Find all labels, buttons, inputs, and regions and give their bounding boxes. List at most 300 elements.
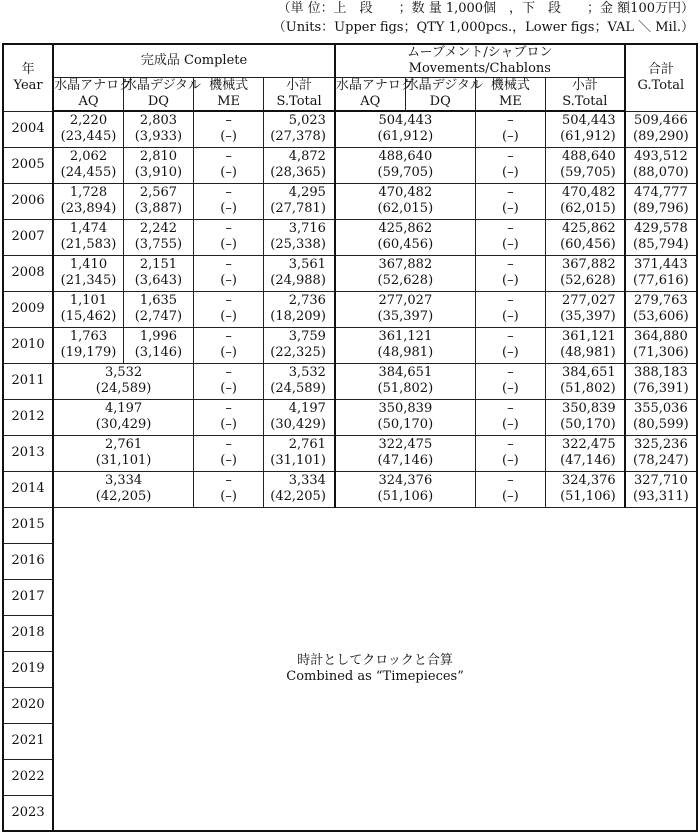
movements-subtotal-header: 小計 S.Total xyxy=(545,78,624,112)
quantity-value: 3,334 xyxy=(288,473,326,488)
complete-me-cell xyxy=(194,327,264,363)
complete-me-cell xyxy=(194,255,264,291)
value-amount: (–) xyxy=(502,273,519,288)
movements-me-cell xyxy=(475,111,545,147)
value-amount: (85,794) xyxy=(633,237,689,252)
year-cell: 2005 xyxy=(3,147,53,183)
table-row xyxy=(3,507,697,543)
grand-total-cell xyxy=(625,255,697,291)
header-row-2 xyxy=(3,78,697,112)
quantity-value: 470,482 xyxy=(378,185,433,200)
complete-me-cell xyxy=(194,399,264,435)
value-amount: (48,981) xyxy=(560,345,616,360)
value-amount: (–) xyxy=(502,453,519,468)
complete-dq-cell xyxy=(123,183,193,219)
quantity-value: – xyxy=(507,401,514,416)
table-row xyxy=(3,363,697,399)
quantity-value: 3,334 xyxy=(104,473,143,488)
quantity-value: 425,862 xyxy=(561,221,616,236)
table-row xyxy=(3,435,697,471)
quantity-value: – xyxy=(225,401,232,416)
value-amount: (3,910) xyxy=(134,165,183,180)
value-amount: (–) xyxy=(502,129,519,145)
quantity-value: 361,121 xyxy=(378,329,433,344)
quantity-value: 2,810 xyxy=(139,149,178,164)
year-cell: 2019 xyxy=(3,651,53,687)
value-amount: (71,306) xyxy=(633,345,689,360)
complete-me-cell xyxy=(194,219,264,255)
grand-total-header: 合計 G.Total xyxy=(625,44,697,111)
value-amount: (61,912) xyxy=(377,129,434,145)
value-amount: (23,894) xyxy=(60,201,117,216)
quantity-value: – xyxy=(225,473,232,488)
value-amount: (51,106) xyxy=(560,489,616,504)
value-amount: (27,781) xyxy=(270,201,326,216)
quantity-value: 509,466 xyxy=(633,113,688,128)
value-amount: (51,802) xyxy=(377,381,434,396)
value-amount: (3,146) xyxy=(134,345,183,360)
value-amount: (59,705) xyxy=(560,165,616,180)
value-amount: (–) xyxy=(220,345,237,360)
complete-aq-cell xyxy=(53,327,123,363)
table-row xyxy=(3,327,697,363)
movements-aq-dq-cell xyxy=(335,219,475,255)
quantity-value: – xyxy=(507,149,514,164)
grand-total-cell xyxy=(625,363,697,399)
value-amount: (48,981) xyxy=(377,345,434,360)
movements-me-cell xyxy=(475,363,545,399)
value-amount: (51,106) xyxy=(377,489,434,504)
quantity-value: – xyxy=(507,113,514,129)
year-cell: 2009 xyxy=(3,291,53,327)
year-cell: 2015 xyxy=(3,507,53,543)
movements-subtotal-cell xyxy=(545,147,624,183)
quantity-value: 3,532 xyxy=(288,365,326,380)
table-row xyxy=(3,291,697,327)
value-amount: (31,101) xyxy=(270,453,326,468)
quantity-value: 322,475 xyxy=(378,437,433,452)
movements-subtotal-cell xyxy=(545,183,624,219)
note-english: Combined as “Timepieces” xyxy=(286,668,464,684)
year-cell: 2023 xyxy=(3,795,53,831)
quantity-value: 364,880 xyxy=(633,329,688,344)
quantity-value: 384,651 xyxy=(378,365,433,380)
complete-aq-cell xyxy=(53,183,123,219)
quantity-value: 361,121 xyxy=(561,329,616,344)
year-cell: 2016 xyxy=(3,543,53,579)
quantity-value: – xyxy=(225,365,232,380)
quantity-value: 4,872 xyxy=(288,149,326,164)
quantity-value: 325,236 xyxy=(633,437,688,452)
value-amount: (62,015) xyxy=(377,201,434,216)
movements-dq-header: 水晶デジタル DQ xyxy=(405,78,483,109)
quantity-value: 504,443 xyxy=(561,113,616,129)
value-amount: (47,146) xyxy=(377,453,434,468)
quantity-value: 488,640 xyxy=(561,149,616,164)
complete-me-cell xyxy=(194,471,264,507)
year-cell: 2020 xyxy=(3,687,53,723)
complete-me-cell xyxy=(194,183,264,219)
complete-subtotal-cell xyxy=(264,147,335,183)
quantity-value: 493,512 xyxy=(633,149,688,164)
quantity-value: 4,197 xyxy=(288,401,326,416)
quantity-value: – xyxy=(507,221,514,236)
year-cell: 2011 xyxy=(3,363,53,399)
quantity-value: 5,023 xyxy=(288,113,326,129)
movements-aq-dq-cell xyxy=(335,399,475,435)
movements-me-cell xyxy=(475,471,545,507)
table-row xyxy=(3,255,697,291)
value-amount: (–) xyxy=(502,165,519,180)
units-note-english: （Units：Upper figs；QTY 1,000pcs.，Lower figs；VAL ＼ Mil.） xyxy=(272,20,694,35)
combined-timepieces-note xyxy=(53,507,697,831)
movements-subtotal-cell xyxy=(545,219,624,255)
value-amount: (51,802) xyxy=(560,381,616,396)
value-amount: (27,378) xyxy=(270,129,326,145)
quantity-value: 1,474 xyxy=(69,221,108,236)
value-amount: (89,290) xyxy=(633,129,689,144)
movements-aq-dq-cell xyxy=(335,471,475,507)
value-amount: (28,365) xyxy=(270,165,326,180)
complete-dq-cell xyxy=(123,255,193,291)
complete-aq-dq-cell xyxy=(53,435,193,471)
quantity-value: 388,183 xyxy=(633,365,688,380)
complete-me-cell xyxy=(194,147,264,183)
value-amount: (24,589) xyxy=(270,381,326,396)
complete-subtotal-cell xyxy=(264,291,335,327)
year-cell: 2013 xyxy=(3,435,53,471)
value-amount: (61,912) xyxy=(560,129,616,145)
complete-dq-cell xyxy=(123,327,193,363)
quantity-value: 324,376 xyxy=(378,473,433,488)
quantity-value: 3,532 xyxy=(104,365,143,380)
complete-me-cell xyxy=(194,291,264,327)
value-amount: (3,755) xyxy=(134,237,183,252)
quantity-value: 4,295 xyxy=(288,185,326,200)
grand-total-cell xyxy=(625,219,697,255)
units-note-japanese: （単 位：上 段 ；数 量 1,000個 ，下 段 ；金 額100万円） xyxy=(277,1,694,16)
movements-aq-header: 水晶アナログ AQ xyxy=(335,78,414,109)
grand-total-cell xyxy=(625,327,697,363)
movements-aq-dq-cell xyxy=(335,255,475,291)
value-amount: (–) xyxy=(220,381,237,396)
movements-aq-dq-cell xyxy=(335,435,475,471)
quantity-value: – xyxy=(507,293,514,308)
table-row xyxy=(3,183,697,219)
grand-total-cell xyxy=(625,147,697,183)
value-amount: (50,170) xyxy=(377,417,434,432)
note-japanese: 時計としてクロックと合算 xyxy=(297,652,453,668)
quantity-value: 324,376 xyxy=(561,473,616,488)
quantity-value: 3,561 xyxy=(288,257,326,272)
value-amount: (–) xyxy=(220,453,237,468)
value-amount: (15,462) xyxy=(60,309,117,324)
value-amount: (–) xyxy=(220,309,237,324)
quantity-value: – xyxy=(225,329,232,344)
movements-subtotal-cell xyxy=(545,363,624,399)
complete-aq-dq-cell xyxy=(53,471,193,507)
year-cell: 2012 xyxy=(3,399,53,435)
quantity-value: 350,839 xyxy=(561,401,616,416)
value-amount: (52,628) xyxy=(560,273,616,288)
movements-me-cell xyxy=(475,183,545,219)
value-amount: (21,345) xyxy=(60,273,117,288)
grand-total-cell xyxy=(625,399,697,435)
quantity-value: – xyxy=(225,437,232,452)
quantity-value: – xyxy=(225,113,232,129)
movements-aq-dq-cell xyxy=(335,183,475,219)
complete-me-cell xyxy=(194,363,264,399)
grand-total-cell xyxy=(625,111,697,147)
value-amount: (–) xyxy=(220,129,237,145)
value-amount: (88,070) xyxy=(633,165,689,180)
value-amount: (30,429) xyxy=(95,417,152,432)
year-cell: 2022 xyxy=(3,759,53,795)
quantity-value: 371,443 xyxy=(633,257,688,272)
complete-aq-cell xyxy=(53,291,123,327)
quantity-value: 279,763 xyxy=(633,293,688,308)
header-row-1 xyxy=(3,44,697,78)
year-header: 年 Year xyxy=(3,44,53,111)
year-cell: 2008 xyxy=(3,255,53,291)
quantity-value: 2,242 xyxy=(139,221,178,236)
complete-subtotal-cell xyxy=(264,327,335,363)
value-amount: (–) xyxy=(502,345,519,360)
value-amount: (–) xyxy=(220,201,237,216)
complete-subtotal-cell xyxy=(264,363,335,399)
value-amount: (–) xyxy=(502,309,519,324)
value-amount: (53,606) xyxy=(633,309,689,324)
complete-dq-cell xyxy=(123,219,193,255)
quantity-value: 1,728 xyxy=(69,185,108,200)
value-amount: (18,209) xyxy=(270,309,326,324)
complete-me-header: 機械式 ME xyxy=(194,78,264,112)
year-cell: 2004 xyxy=(3,111,53,147)
movements-aq-dq-cell xyxy=(335,147,475,183)
value-amount: (31,101) xyxy=(95,453,152,468)
value-amount: (–) xyxy=(220,417,237,432)
quantity-value: 1,996 xyxy=(139,329,178,344)
quantity-value: – xyxy=(225,149,232,164)
value-amount: (25,338) xyxy=(270,237,326,252)
movements-me-cell xyxy=(475,399,545,435)
movements-me-cell xyxy=(475,147,545,183)
value-amount: (21,583) xyxy=(60,237,117,252)
table-row xyxy=(3,471,697,507)
movements-subtotal-cell xyxy=(545,327,624,363)
value-amount: (78,247) xyxy=(633,453,689,468)
quantity-value: 1,763 xyxy=(69,329,108,344)
quantity-value: 470,482 xyxy=(561,185,616,200)
value-amount: (–) xyxy=(220,165,237,180)
value-amount: (–) xyxy=(502,417,519,432)
quantity-value: 355,036 xyxy=(633,401,688,416)
quantity-value: – xyxy=(225,185,232,200)
value-amount: (80,599) xyxy=(633,417,689,432)
quantity-value: 1,635 xyxy=(139,293,178,308)
quantity-value: 2,567 xyxy=(139,185,178,200)
quantity-value: 504,443 xyxy=(378,113,433,129)
movements-subtotal-cell xyxy=(545,471,624,507)
complete-aq-cell xyxy=(53,111,123,147)
value-amount: (2,747) xyxy=(134,309,183,324)
year-cell: 2014 xyxy=(3,471,53,507)
value-amount: (3,887) xyxy=(134,201,183,216)
complete-aq-cell xyxy=(53,147,123,183)
value-amount: (93,311) xyxy=(633,489,689,504)
year-cell: 2017 xyxy=(3,579,53,615)
watch-statistics-table xyxy=(2,43,698,832)
movements-me-cell xyxy=(475,327,545,363)
complete-subtotal-cell xyxy=(264,471,335,507)
quantity-value: – xyxy=(507,329,514,344)
quantity-value: – xyxy=(507,257,514,272)
quantity-value: 327,710 xyxy=(633,473,688,488)
grand-total-cell xyxy=(625,471,697,507)
year-cell: 2021 xyxy=(3,723,53,759)
complete-subtotal-cell xyxy=(264,255,335,291)
quantity-value: 3,759 xyxy=(288,329,326,344)
quantity-value: 4,197 xyxy=(104,401,143,416)
complete-me-cell xyxy=(194,435,264,471)
movements-aq-dq-cell xyxy=(335,363,475,399)
value-amount: (35,397) xyxy=(377,309,434,324)
quantity-value: 2,761 xyxy=(104,437,143,452)
quantity-value: – xyxy=(225,221,232,236)
complete-dq-cell xyxy=(123,147,193,183)
complete-dq-cell xyxy=(123,111,193,147)
movements-me-cell xyxy=(475,255,545,291)
quantity-value: – xyxy=(507,473,514,488)
movements-aq-dq-cell xyxy=(335,327,475,363)
value-amount: (24,988) xyxy=(270,273,326,288)
quantity-value: 350,839 xyxy=(378,401,433,416)
value-amount: (89,796) xyxy=(633,201,689,216)
quantity-value: 2,220 xyxy=(69,113,108,129)
quantity-value: 488,640 xyxy=(378,149,433,164)
complete-dq-header: 水晶デジタル DQ xyxy=(123,78,202,109)
value-amount: (50,170) xyxy=(560,417,616,432)
value-amount: (19,179) xyxy=(60,345,117,360)
year-cell: 2010 xyxy=(3,327,53,363)
complete-aq-cell xyxy=(53,219,123,255)
complete-aq-dq-cell xyxy=(53,363,193,399)
value-amount: (60,456) xyxy=(560,237,616,252)
quantity-value: 474,777 xyxy=(633,185,688,200)
quantity-value: – xyxy=(507,365,514,380)
year-cell: 2018 xyxy=(3,615,53,651)
quantity-value: 3,716 xyxy=(288,221,326,236)
value-amount: (–) xyxy=(220,237,237,252)
table-row xyxy=(3,147,697,183)
complete-subtotal-cell xyxy=(264,219,335,255)
complete-subtotal-cell xyxy=(264,111,335,147)
grand-total-cell xyxy=(625,435,697,471)
quantity-value: 1,101 xyxy=(69,293,108,308)
quantity-value: 429,578 xyxy=(633,221,688,236)
quantity-value: 2,736 xyxy=(288,293,326,308)
table-row xyxy=(3,219,697,255)
table-row xyxy=(3,111,697,147)
value-amount: (62,015) xyxy=(560,201,616,216)
movements-group-header: ムーブメント/シャブロン Movements/Chablons xyxy=(335,44,625,78)
value-amount: (42,205) xyxy=(270,489,326,504)
quantity-value: 2,803 xyxy=(139,113,178,129)
value-amount: (47,146) xyxy=(560,453,616,468)
year-cell: 2007 xyxy=(3,219,53,255)
value-amount: (52,628) xyxy=(377,273,434,288)
quantity-value: 1,410 xyxy=(69,257,108,272)
quantity-value: – xyxy=(225,293,232,308)
value-amount: (3,643) xyxy=(134,273,183,288)
movements-me-cell xyxy=(475,435,545,471)
table-row xyxy=(3,399,697,435)
value-amount: (–) xyxy=(502,489,519,504)
complete-subtotal-cell xyxy=(264,399,335,435)
quantity-value: 2,151 xyxy=(139,257,178,272)
value-amount: (–) xyxy=(220,489,237,504)
value-amount: (24,589) xyxy=(95,381,152,396)
quantity-value: 384,651 xyxy=(561,365,616,380)
complete-me-cell xyxy=(194,111,264,147)
complete-subtotal-header: 小計 S.Total xyxy=(264,78,335,112)
quantity-value: 367,882 xyxy=(561,257,616,272)
quantity-value: 277,027 xyxy=(378,293,433,308)
grand-total-cell xyxy=(625,183,697,219)
quantity-value: 2,062 xyxy=(69,149,108,164)
complete-group-header: 完成品 Complete xyxy=(53,44,335,78)
grand-total-cell xyxy=(625,291,697,327)
quantity-value: – xyxy=(507,185,514,200)
value-amount: (3,933) xyxy=(134,129,183,145)
movements-me-cell xyxy=(475,291,545,327)
quantity-value: 322,475 xyxy=(561,437,616,452)
movements-me-header: 機械式 ME xyxy=(475,78,545,112)
movements-aq-dq-cell xyxy=(335,291,475,327)
movements-subtotal-cell xyxy=(545,111,624,147)
movements-subtotal-cell xyxy=(545,435,624,471)
value-amount: (35,397) xyxy=(560,309,616,324)
value-amount: (22,325) xyxy=(270,345,326,360)
quantity-value: – xyxy=(225,257,232,272)
movements-subtotal-cell xyxy=(545,255,624,291)
value-amount: (30,429) xyxy=(270,417,326,432)
quantity-value: 277,027 xyxy=(561,293,616,308)
complete-aq-header: 水晶アナログ AQ xyxy=(54,78,133,109)
quantity-value: 425,862 xyxy=(378,221,433,236)
value-amount: (–) xyxy=(502,237,519,252)
value-amount: (60,456) xyxy=(377,237,434,252)
value-amount: (76,391) xyxy=(633,381,689,396)
movements-aq-dq-cell xyxy=(335,111,475,147)
complete-aq-cell xyxy=(53,255,123,291)
quantity-value: – xyxy=(507,437,514,452)
value-amount: (77,616) xyxy=(633,273,689,288)
complete-aq-dq-cell xyxy=(53,399,193,435)
movements-subtotal-cell xyxy=(545,399,624,435)
value-amount: (24,455) xyxy=(60,165,117,180)
year-cell: 2006 xyxy=(3,183,53,219)
value-amount: (–) xyxy=(502,201,519,216)
quantity-value: 2,761 xyxy=(288,437,326,452)
complete-dq-cell xyxy=(123,291,193,327)
movements-subtotal-cell xyxy=(545,291,624,327)
value-amount: (42,205) xyxy=(95,489,152,504)
value-amount: (–) xyxy=(220,273,237,288)
movements-me-cell xyxy=(475,219,545,255)
complete-subtotal-cell xyxy=(264,435,335,471)
complete-subtotal-cell xyxy=(264,183,335,219)
